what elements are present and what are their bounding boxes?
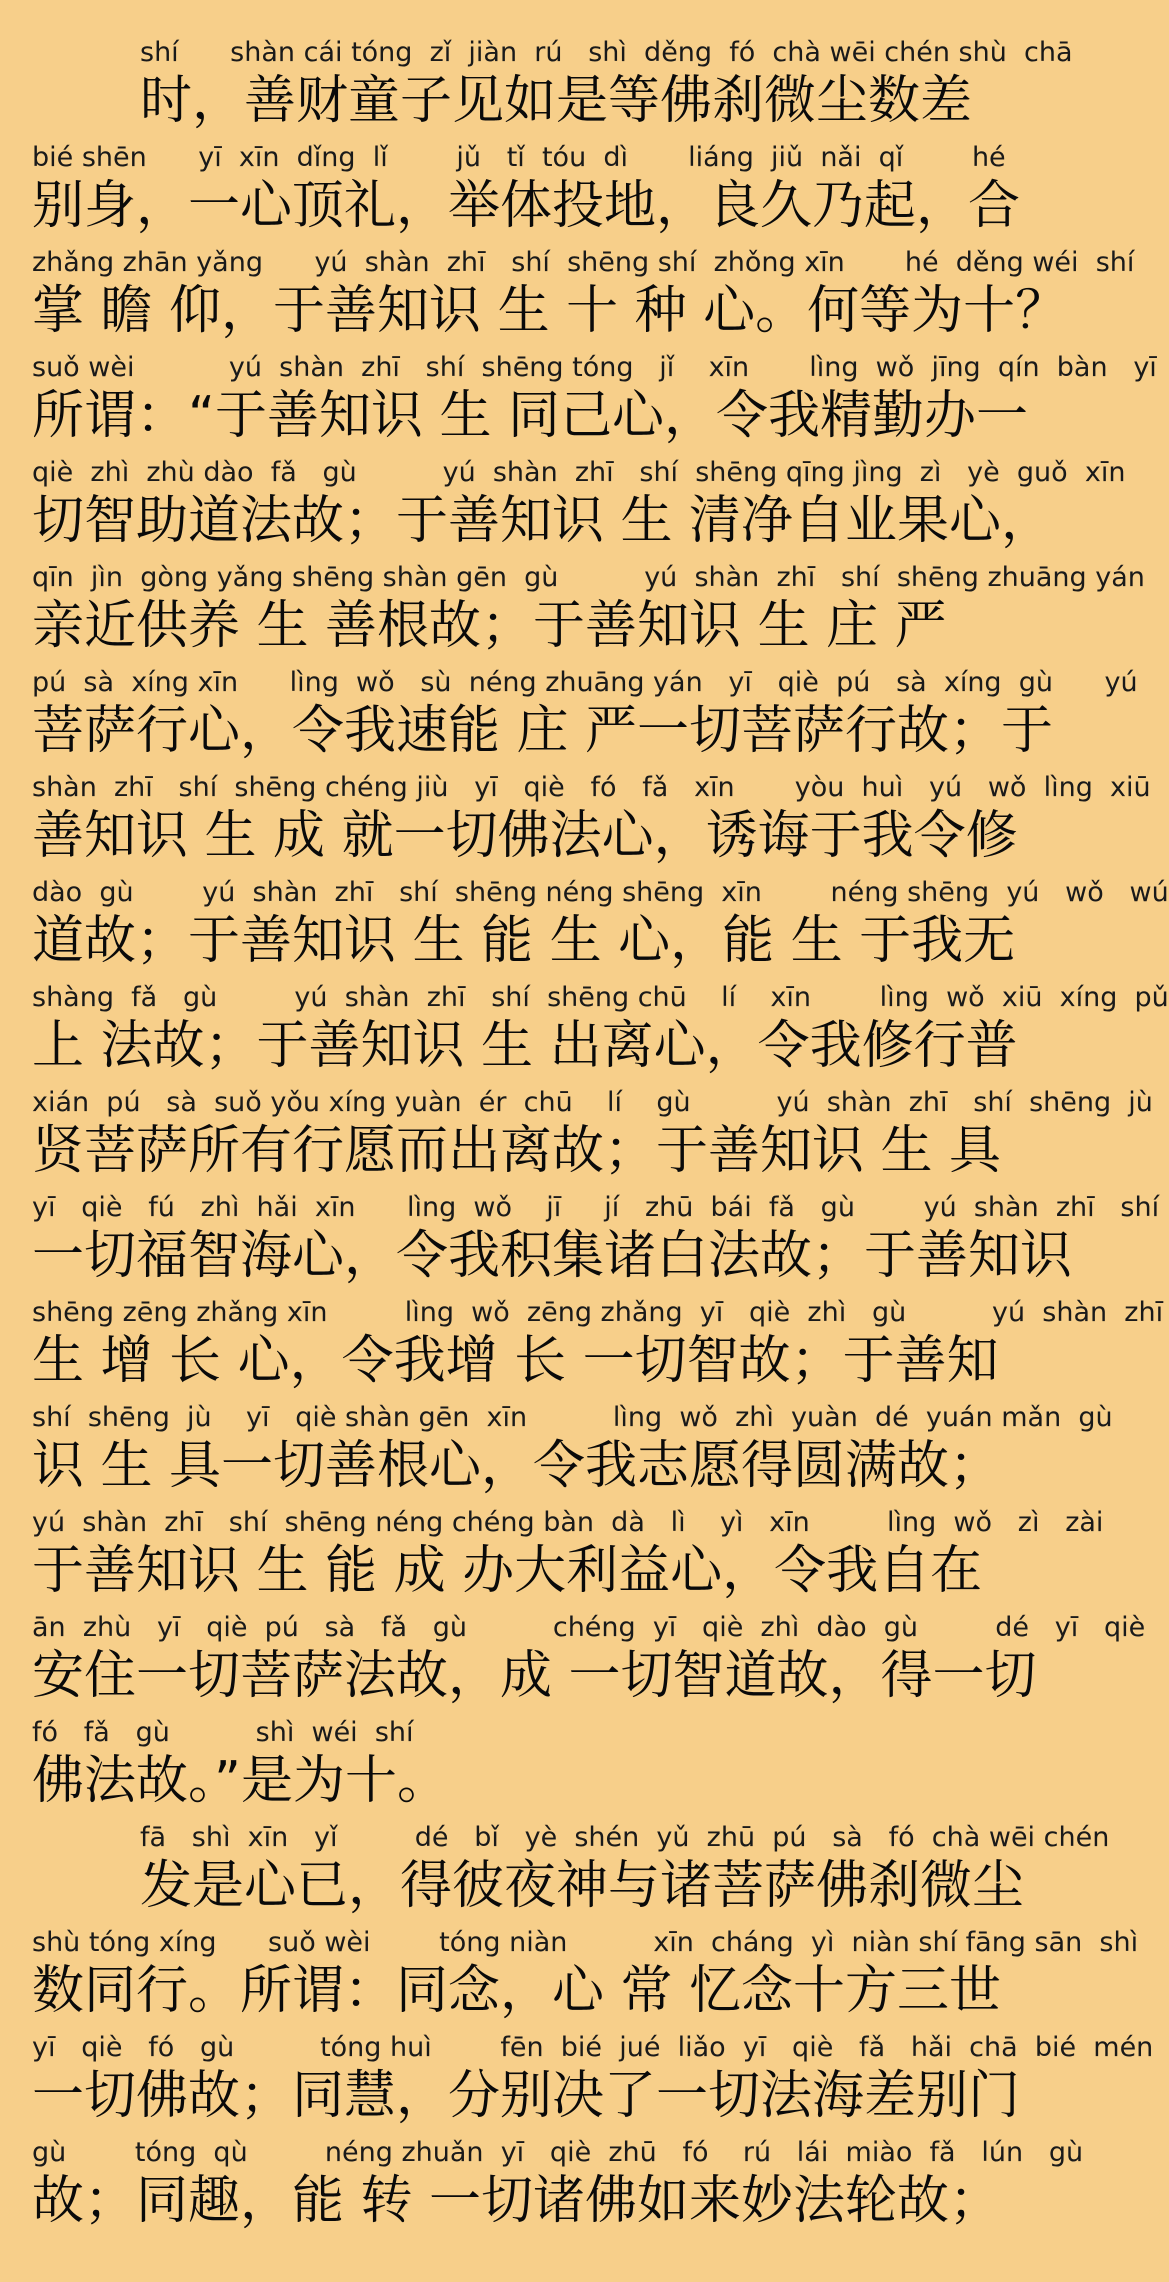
chinese-text: 识 生 具一切善根心，令我志愿得圆满故；	[32, 1436, 1002, 1496]
chinese-text: 所谓：“于善知识 生 同己心，令我精勤办一	[32, 386, 1028, 446]
text-line	[32, 771, 1151, 876]
chinese-text: 贤菩萨所有行愿而出离故；于善知识 生 具	[32, 1121, 1002, 1181]
chinese-text: 掌 瞻 仰，于善知识 生 十 种 心。何等为十？	[32, 281, 1068, 341]
pinyin-annotation: zhǎng zhān yǎng yú shàn zhī shí shēng shí zhǒng xīn hé děng wéi shí	[32, 247, 1135, 278]
text-line	[32, 981, 1169, 1086]
pinyin-annotation: shù tóng xíng suǒ wèi tóng niàn xīn cháng yì niàn shí fāng sān shì	[32, 1927, 1139, 1958]
chinese-text: 一切佛故；同慧，分别决了一切法海差别门	[32, 2066, 1021, 2126]
pinyin-annotation: suǒ wèi yú shàn zhī shí shēng tóng jǐ xīn lìng wǒ jīng qín bàn yī	[32, 352, 1157, 383]
pinyin-annotation: qīn jìn gòng yǎng shēng shàn gēn gù yú shàn zhī shí shēng zhuāng yán	[32, 562, 1145, 593]
pinyin-annotation: shēng zēng zhǎng xīn lìng wǒ zēng zhǎng yī qiè zhì gù yú shàn zhī	[32, 1297, 1164, 1328]
pinyin-annotation: shí shàn cái tóng zǐ jiàn rú shì děng fó chà wēi chén shù chā	[140, 37, 1073, 68]
chinese-text: 善知识 生 成 就一切佛法心，诱诲于我令修	[32, 806, 1018, 866]
pinyin-annotation: yú shàn zhī shí shēng néng chéng bàn dà lì yì xīn lìng wǒ zì zài	[32, 1507, 1104, 1538]
chinese-text: 一切福智海心，令我积集诸白法故；于善知识	[32, 1226, 1073, 1286]
chinese-text: 佛法故。”是为十。	[32, 1751, 449, 1811]
pinyin-annotation: shàng fǎ gù yú shàn zhī shí shēng chū lí xīn lìng wǒ xiū xíng pǔ	[32, 982, 1169, 1013]
pinyin-annotation: fā shì xīn yǐ dé bǐ yè shén yǔ zhū pú sà fó chà wēi chén	[140, 1822, 1110, 1853]
pinyin-annotation: ān zhù yī qiè pú sà fǎ gù chéng yī qiè zhì dào gù dé yī qiè	[32, 1612, 1146, 1643]
chinese-text: 生 增 长 心，令我增 长 一切智故；于善知	[32, 1331, 999, 1391]
text-line	[32, 141, 1048, 246]
text-line	[32, 561, 1145, 666]
pinyin-annotation: gù tóng qù néng zhuǎn yī qiè zhū fó rú lái miào fǎ lún gù	[32, 2137, 1084, 2168]
text-line	[32, 1086, 1153, 1191]
pinyin-annotation: shí shēng jù yī qiè shàn gēn xīn lìng wǒ zhì yuàn dé yuán mǎn gù	[32, 1402, 1113, 1433]
chinese-text: 于善知识 生 能 成 办大利益心，令我自在	[32, 1541, 983, 1601]
chinese-text: 菩萨行心，令我速能 庄 严一切菩萨行故；于	[32, 701, 1054, 761]
pinyin-annotation: yī qiè fú zhì hǎi xīn lìng wǒ jī jí zhū bái fǎ gù yú shàn zhī shí	[32, 1192, 1160, 1223]
chinese-text: 切智助道法故；于善知识 生 清净自业果心，	[32, 491, 1054, 551]
pinyin-annotation: fó fǎ gù shì wéi shí	[32, 1717, 414, 1748]
pinyin-annotation: shàn zhī shí shēng chéng jiù yī qiè fó fǎ xīn yòu huì yú wǒ lìng xiū	[32, 772, 1151, 803]
text-line	[32, 2031, 1154, 2136]
text-line	[32, 456, 1126, 561]
text-line	[32, 1401, 1113, 1506]
text-line	[32, 1191, 1160, 1296]
chinese-text: 道故；于善知识 生 能 生 心，能 生 于我无	[32, 911, 1016, 971]
text-line	[140, 1821, 1110, 1926]
chinese-text: 别身，一心顶礼，举体投地，良久乃起，合	[32, 176, 1021, 236]
text-line	[32, 1611, 1146, 1716]
text-line	[32, 351, 1157, 456]
chinese-text: 安住一切菩萨法故，成 一切智道故，得一切	[32, 1646, 1037, 1706]
text-line	[32, 1926, 1139, 2031]
text-line	[32, 666, 1138, 771]
pinyin-annotation: qiè zhì zhù dào fǎ gù yú shàn zhī shí shēng qīng jìng zì yè guǒ xīn	[32, 457, 1126, 488]
text-line	[32, 1716, 1048, 1821]
chinese-text: 时，善财童子见如是等佛刹微尘数差	[140, 71, 973, 131]
pinyin-annotation: bié shēn yī xīn dǐng lǐ jǔ tǐ tóu dì liáng jiǔ nǎi qǐ hé	[32, 142, 1006, 173]
chinese-text: 故；同趣，能 转 一切诸佛如来妙法轮故；	[32, 2171, 1002, 2231]
text-line	[32, 1506, 1104, 1611]
chinese-text: 数同行。所谓：同念，心 常 忆念十方三世	[32, 1961, 1002, 2021]
text-line	[32, 246, 1135, 351]
pinyin-annotation: dào gù yú shàn zhī shí shēng néng shēng xīn néng shēng yú wǒ wú	[32, 877, 1169, 908]
chinese-text: 上 法故；于善知识 生 出离心，令我修行普	[32, 1016, 1018, 1076]
text-line	[32, 1296, 1164, 1401]
text-line	[140, 36, 1073, 141]
pinyin-annotation: xián pú sà suǒ yǒu xíng yuàn ér chū lí gù yú shàn zhī shí shēng jù	[32, 1087, 1153, 1118]
scripture-text-block	[0, 36, 1169, 2241]
chinese-text: 发是心已，得彼夜神与诸菩萨佛刹微尘	[140, 1856, 1025, 1916]
text-line	[32, 2136, 1084, 2241]
chinese-text: 亲近供养 生 善根故；于善知识 生 庄 严	[32, 596, 947, 656]
text-line	[32, 876, 1169, 981]
pinyin-annotation: yī qiè fó gù tóng huì fēn bié jué liǎo yī qiè fǎ hǎi chā bié mén	[32, 2032, 1154, 2063]
pinyin-annotation: pú sà xíng xīn lìng wǒ sù néng zhuāng yán yī qiè pú sà xíng gù yú	[32, 667, 1138, 698]
